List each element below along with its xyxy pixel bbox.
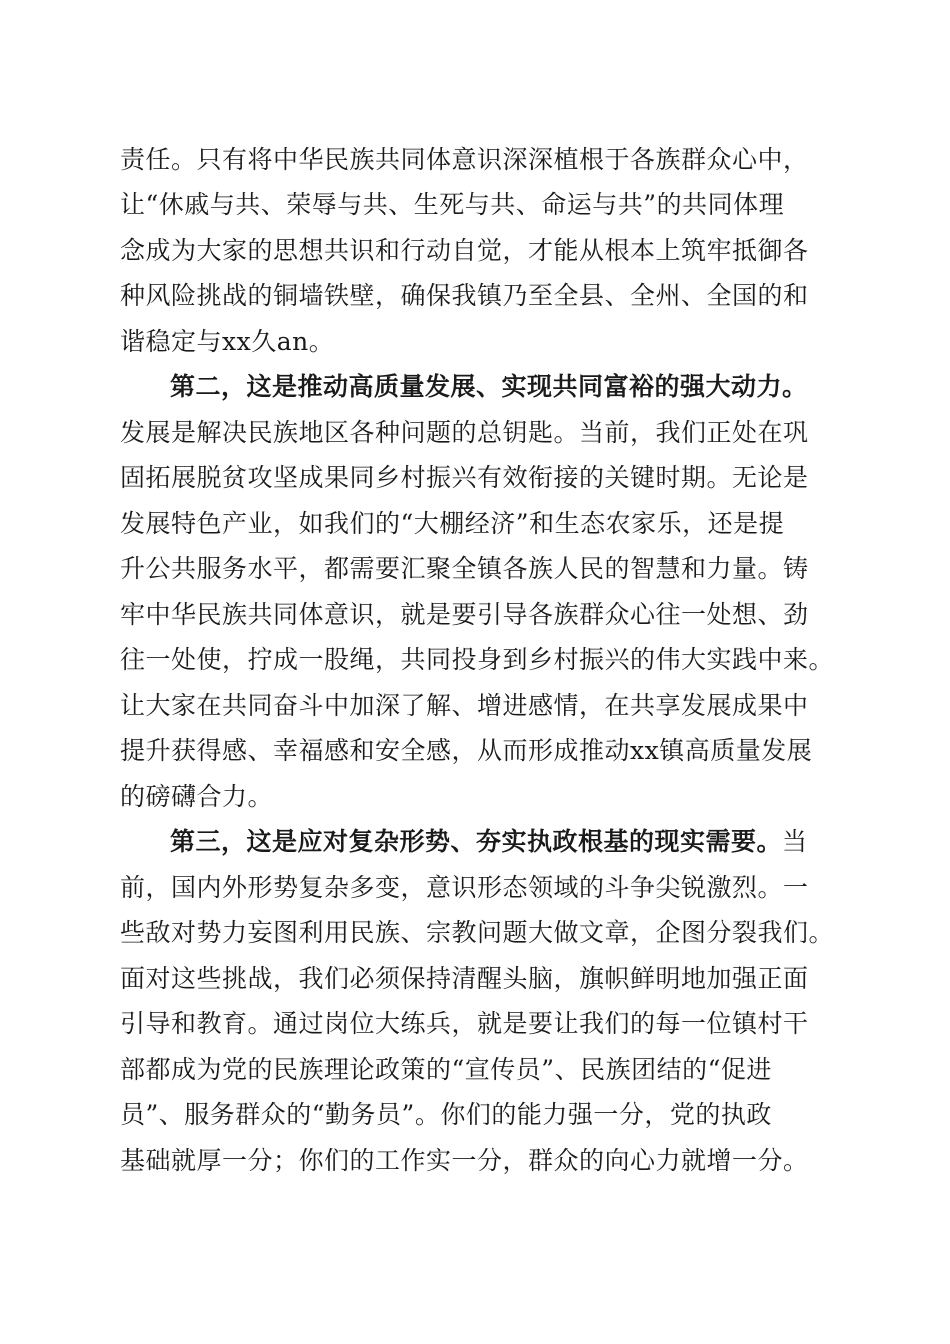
paragraph-line: 面对这些挑战，我们必须保持清醒头脑，旗帜鲜明地加强正面 — [120, 964, 809, 993]
paragraph-line: 引导和教育。通过岗位大练兵，就是要让我们的每一位镇村干 — [120, 1009, 809, 1038]
paragraph-line: 提升获得感、幸福感和安全感，从而形成推动xx镇高质量发展 — [120, 736, 813, 765]
paragraph-line: 升公共服务水平，都需要汇聚全镇各族人民的智慧和力量。铸 — [120, 554, 809, 583]
paragraph-heading: 第三，这是应对复杂形势、夯实执政根基的现实需要。 — [170, 827, 783, 856]
paragraph-heading-tail: 当 — [782, 827, 808, 856]
paragraph-line: 前，国内外形势复杂多变，意识形态领域的斗争尖锐激烈。一 — [120, 873, 809, 902]
paragraph-line: 的磅礴合力。 — [120, 782, 274, 811]
paragraph-line: 牢中华民族共同体意识，就是要引导各族群众心往一处想、劲 — [120, 600, 809, 629]
paragraph-line: 种风险挑战的铜墙铁壁，确保我镇乃至全县、全州、全国的和 — [120, 281, 809, 310]
paragraph-heading-line — [170, 827, 808, 857]
paragraph-heading: 第二，这是推动高质量发展、实现共同富裕的强大动力。 — [170, 372, 808, 401]
paragraph-line: 发展特色产业，如我们的“大棚经济”和生态农家乐，还是提 — [120, 509, 785, 538]
paragraph-line: 责任。只有将中华民族共同体意识深深植根于各族群众心中， — [120, 145, 809, 174]
paragraph-line: 念成为大家的思想共识和行动自觉，才能从根本上筑牢抵御各 — [120, 236, 809, 265]
paragraph-line: 往一处使，拧成一股绳，共同投身到乡村振兴的伟大实践中来。 — [120, 645, 835, 674]
paragraph-line: 部都成为党的民族理论政策的“宣传员”、民族团结的“促进 — [120, 1055, 772, 1084]
paragraph-line: 固拓展脱贫攻坚成果同乡村振兴有效衔接的关键时期。无论是 — [120, 463, 809, 492]
paragraph-line: 发展是解决民族地区各种问题的总钥匙。当前，我们正处在巩 — [120, 418, 809, 447]
paragraph-line: 些敌对势力妄图利用民族、宗教问题大做文章，企图分裂我们。 — [120, 918, 835, 947]
paragraph-line: 员”、服务群众的“勤务员”。你们的能力强一分，党的执政 — [120, 1100, 772, 1129]
paragraph-line: 让大家在共同奋斗中加深了解、增进感情，在共享发展成果中 — [120, 691, 809, 720]
paragraph-line: 基础就厚一分；你们的工作实一分，群众的向心力就增一分。 — [120, 1146, 809, 1175]
paragraph-line: 让“休戚与共、荣辱与共、生死与共、命运与共”的共同体理 — [120, 190, 785, 219]
paragraph-line: 谐稳定与xx久an。 — [120, 327, 335, 356]
